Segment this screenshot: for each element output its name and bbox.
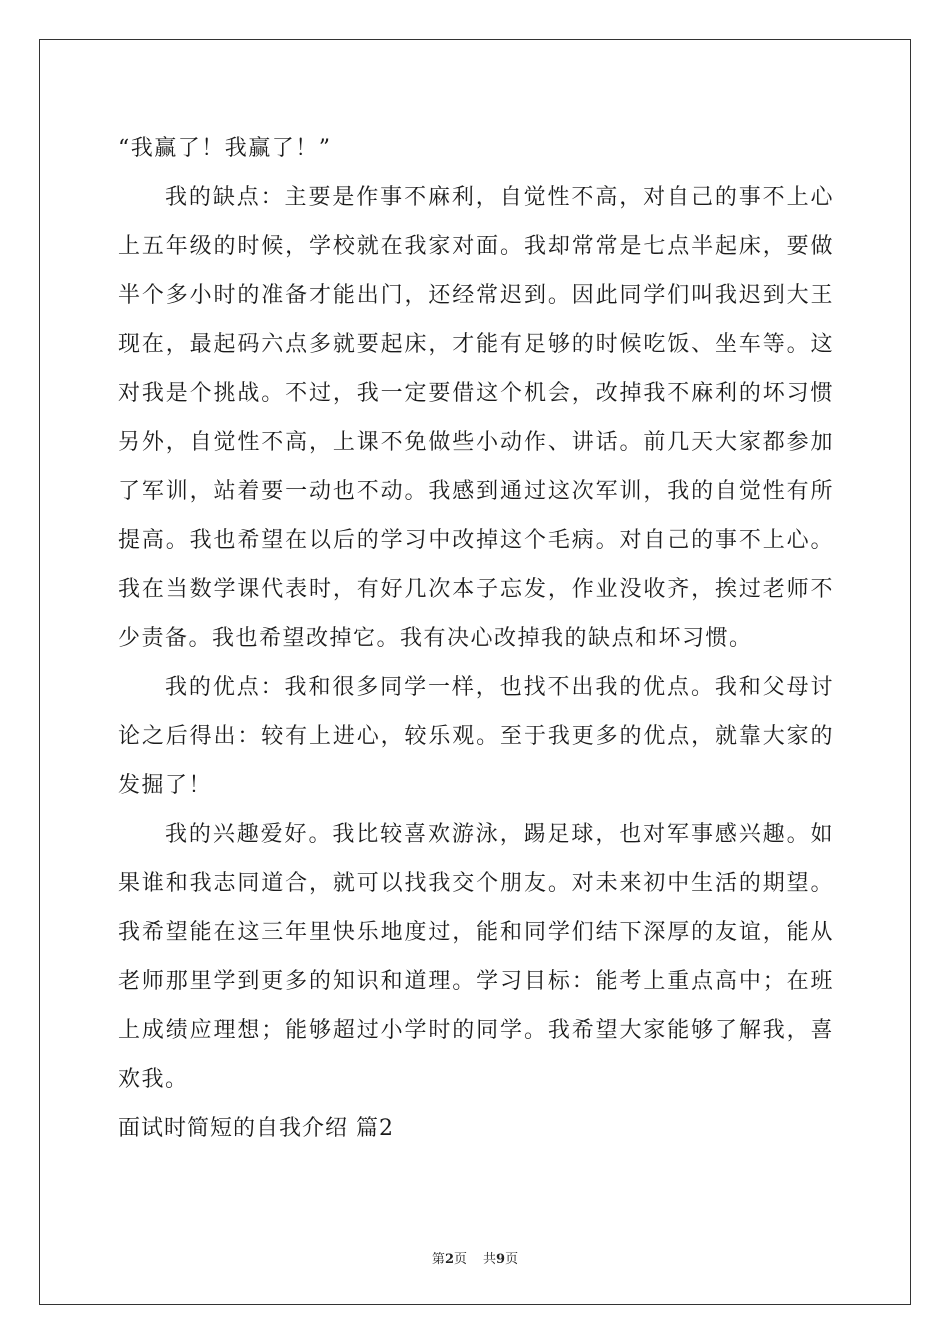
section-heading: 面试时简短的自我介绍 篇2 xyxy=(118,1116,394,1141)
paragraph-strengths: 我的优点：我和很多同学一样，也找不出我的优点。我和父母讨论之后得出：较有上进心，较乐观。至于我更多的优点，就靠大家的发掘了！ xyxy=(118,675,834,798)
page-prefix: 第 xyxy=(431,1252,445,1267)
total-suffix: 页 xyxy=(505,1252,519,1267)
page-current: 2 xyxy=(444,1252,454,1267)
paragraph-quote: “我赢了！我赢了！” xyxy=(118,136,332,161)
paragraph-weaknesses: 我的缺点：主要是作事不麻利，自觉性不高，对自己的事不上心上五年级的时候，学校就在我家对面。我却常常是七点半起床，要做半个多小时的准备才能出门，还经常迟到。因此同学们叫我迟到大王现在，最起码六点多就要起床，才能有足够的时候吃饭、坐车等。这对我是个挑战。不过，我一定要借这个机会，改掉我不麻利的坏习惯另外，自觉性不高，上课不免做些小动作、讲话。前几天大家都参加了军训，站着要一动也不动。我感到通过这次军训，我的自觉性有所提高。我也希望在以后的学习中改掉这个毛病。对自己的事不上心。我在当数学课代表时，有好几次本子忘发，作业没收齐，挨过老师不少责备。我也希望改掉它。我有决心改掉我的缺点和坏习惯。 xyxy=(118,185,834,651)
page-footer xyxy=(0,1248,950,1267)
document-body xyxy=(118,124,834,1153)
paragraph-hobbies: 我的兴趣爱好。我比较喜欢游泳，踢足球，也对军事感兴趣。如果谁和我志同道合，就可以找我交个朋友。对未来初中生活的期望。我希望能在这三年里快乐地度过，能和同学们结下深厚的友谊，能从老师那里学到更多的知识和道理。学习目标：能考上重点高中；在班上成绩应理想；能够超过小学时的同学。我希望大家能够了解我，喜欢我。 xyxy=(118,822,834,1092)
total-prefix: 共 xyxy=(483,1252,497,1267)
page-suffix: 页 xyxy=(453,1252,467,1267)
page-total: 9 xyxy=(496,1252,506,1267)
